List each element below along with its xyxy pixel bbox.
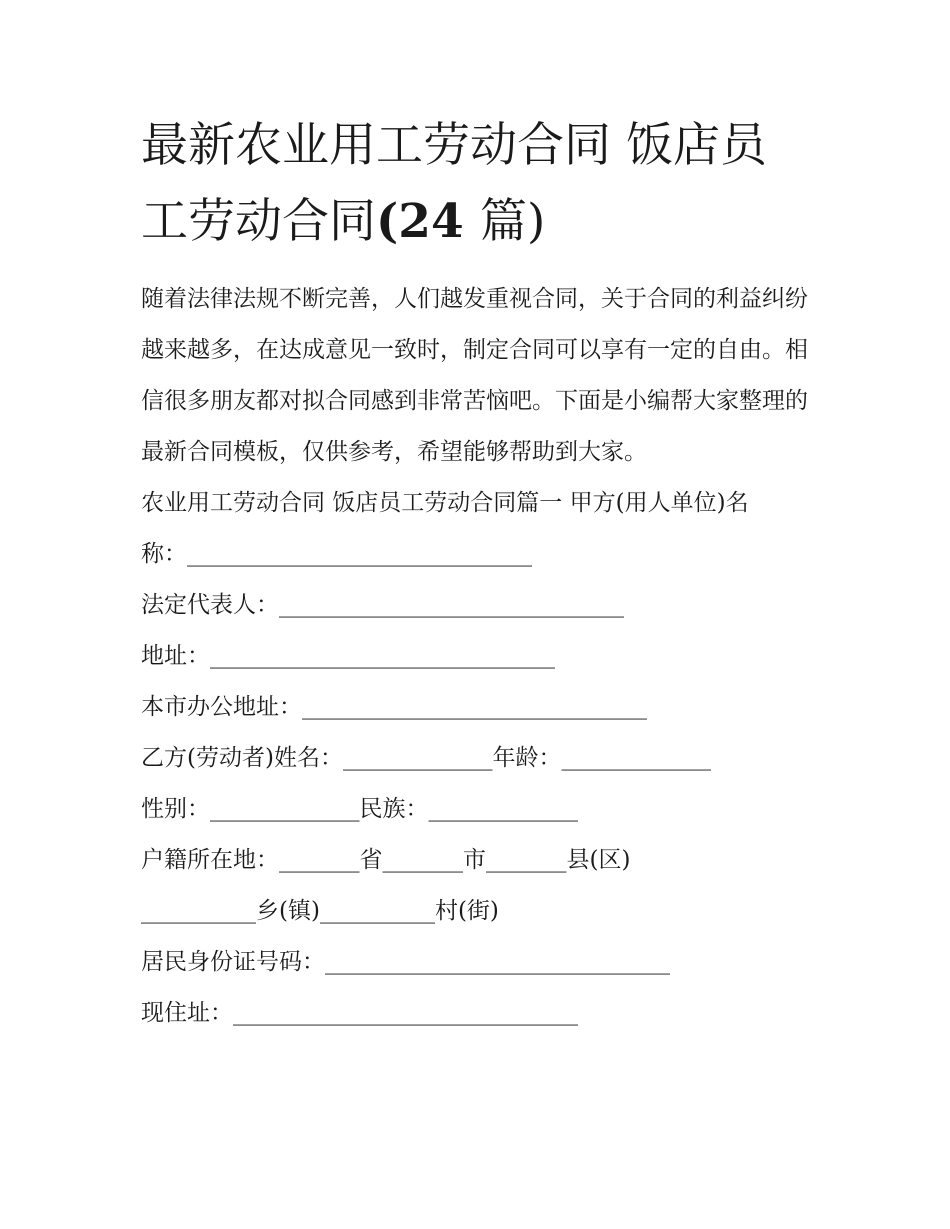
title-line-1: 最新农业用工劳动合同 饭店员 — [141, 118, 767, 173]
party-a-name-field: 称：______________________________ — [141, 541, 532, 567]
office-address-field: 本市办公地址：______________________________ — [141, 694, 647, 720]
township-village-field: __________乡(镇)__________村(街) — [141, 898, 499, 924]
legal-representative-field: 法定代表人：______________________________ — [141, 592, 624, 618]
title-line-2: 工劳动合同 — [141, 194, 376, 249]
id-number-field: 居民身份证号码：______________________________ — [141, 949, 670, 975]
current-address-field: 现住址：______________________________ — [141, 1000, 578, 1026]
document-title — [141, 108, 821, 260]
address-field: 地址：______________________________ — [141, 643, 555, 669]
title-count: (24 — [376, 194, 481, 249]
gender-ethnicity-field: 性别：_____________民族：_____________ — [141, 796, 578, 822]
document-page — [141, 108, 821, 1039]
party-b-name-age-field: 乙方(劳动者)姓名：_____________年龄：_____________ — [141, 745, 711, 771]
intro-paragraph: 随着法律法规不断完善，人们越发重视合同，关于合同的利益纠纷越来越多，在达成意见一致时，制定合同可以享有一定的自由。相信很多朋友都对拟合同感到非常苦恼吧。下面是小编帮大家整理的最新合同模板，仅供参考，希望能够帮助到大家。 — [141, 286, 808, 465]
household-registration-field: 户籍所在地：_______省_______市_______县(区) — [141, 847, 631, 873]
title-suffix: 篇) — [480, 194, 546, 249]
contract-heading-line: 农业用工劳动合同 饭店员工劳动合同篇一 甲方(用人单位)名 — [141, 490, 749, 516]
document-body — [141, 274, 821, 1039]
